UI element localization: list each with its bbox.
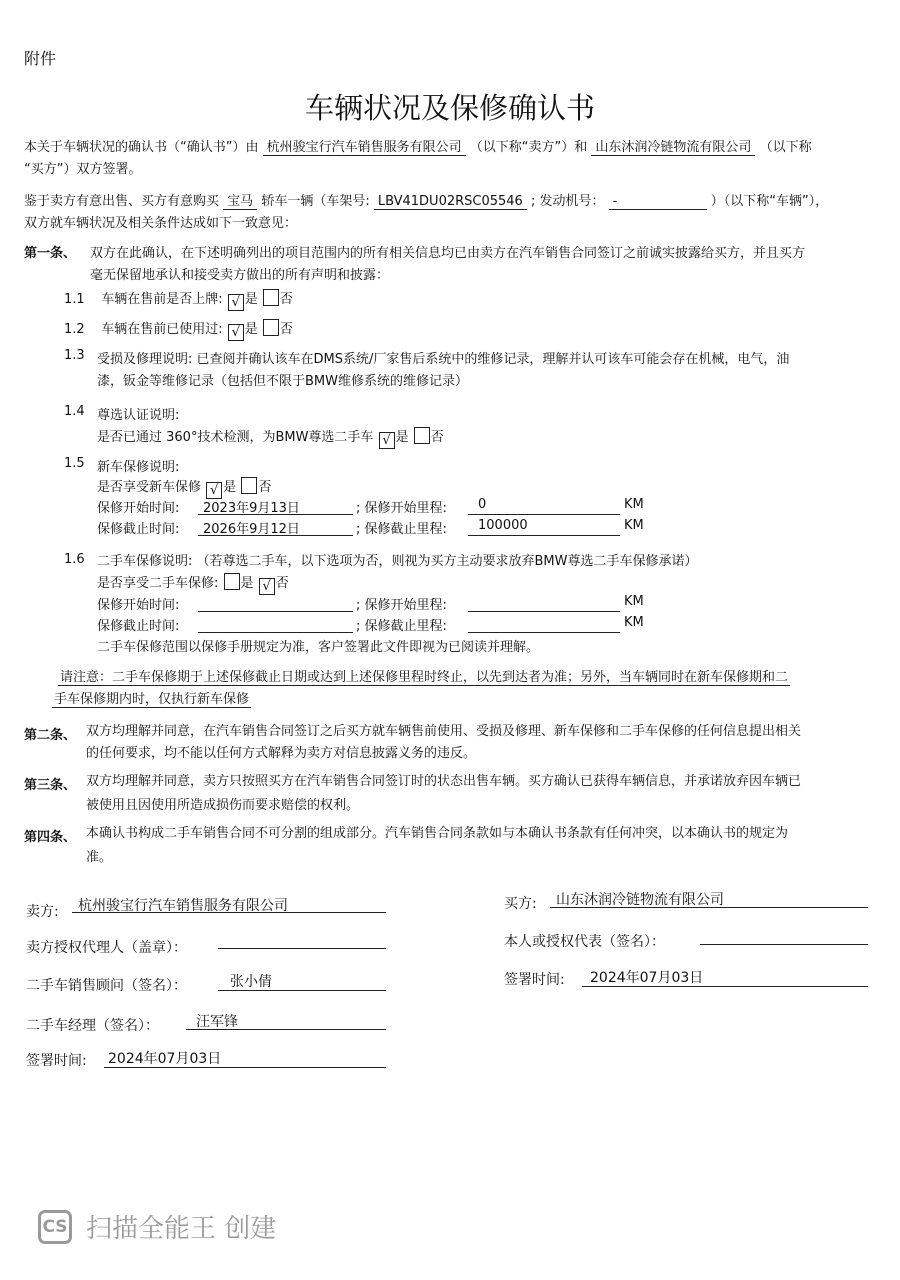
scanner-watermark <box>38 1208 276 1245</box>
new-warranty-start-time-label: 保修开始时间: <box>97 501 180 516</box>
intro-line-3: 鉴于卖方有意出售、买方有意购买 宝马 轿车一辆（车架号: LBV41DU02RSC05546 ; 发动机号： - ）（以下称“车辆”）， <box>24 190 828 210</box>
manager-label: 二手车经理（签名）： <box>26 1018 159 1034</box>
article3-line-2: 被使用且因使用所造成损伤而要求赔偿的权利。 <box>86 798 360 813</box>
article1-label: 第一条、 <box>24 246 77 261</box>
used-warranty-start-km-line <box>468 611 620 612</box>
item-1-3-line-2: 漆，钣金等维修记录（包括但不限于BMW维修系统的维修记录） <box>97 374 468 389</box>
buyer-sign-label: 买方: <box>504 896 537 912</box>
seller-date: 2024年07月03日 <box>108 1051 222 1067</box>
intro-line-1: 本关于车辆状况的确认书（“确认书”）由 杭州骏宝行汽车销售服务有限公司 （以下称“卖方”）和 山东沐润冷链物流有限公司 （以下称 <box>24 136 812 156</box>
vehicle-brand: 宝马 <box>223 190 257 210</box>
checkbox-no[interactable] <box>414 427 430 444</box>
checkbox-yes[interactable]: √ <box>228 294 244 311</box>
item-1-1: 1.1 车辆在售前是否上牌: √ 是 否 <box>64 288 293 311</box>
seller-name: 杭州骏宝行汽车销售服务有限公司 <box>263 136 466 156</box>
intro-line-4: 双方就车辆状况及相关条件达成如下一致意见： <box>24 216 298 231</box>
item-1-5-num: 1.5 <box>64 456 85 471</box>
item-1-4-line-1: 尊选认证说明: <box>97 408 180 423</box>
buyer-rep-label: 本人或授权代表（签名）： <box>504 934 665 950</box>
item-1-5-line-2: 是否享受新车保修 √ 是 否 <box>97 476 271 499</box>
km-unit: KM <box>624 594 644 609</box>
item-1-5-line-1: 新车保修说明: <box>97 460 180 475</box>
camscanner-logo-icon: CS <box>38 1210 72 1244</box>
consultant-signature: 张小倩 <box>230 974 272 990</box>
manager-signature: 汪军锋 <box>196 1014 238 1030</box>
article1-line-1: 双方在此确认，在下述明确列出的项目范围内的所有相关信息均已由卖方在汽车销售合同签订之前诚实披露给买方，并且买方 <box>90 246 806 261</box>
item-1-2: 1.2 车辆在售前已使用过: √ 是 否 <box>64 318 293 341</box>
seller-sign-label: 卖方: <box>26 904 59 920</box>
watermark-text: 扫描全能王 创建 <box>86 1214 277 1244</box>
used-warranty-end-km-label: ; 保修截止里程: <box>356 619 447 634</box>
article4-line-1: 本确认书构成二手车销售合同不可分割的组成部分。汽车销售合同条款如与本确认书条款有任何冲突，以本确认书的规定为 <box>86 826 789 841</box>
used-warranty-note: 二手车保修范围以保修手册规定为准，客户签署此文件即视为已阅读并理解。 <box>97 640 540 655</box>
new-warranty-start-km: 0 <box>478 497 487 512</box>
checkbox-no[interactable]: √ <box>259 578 275 595</box>
article2-line-2: 的任何要求，均不能以任何方式解释为卖方对信息披露义务的违反。 <box>86 746 477 761</box>
article4-label: 第四条、 <box>24 830 77 845</box>
new-warranty-start-km-line <box>468 514 620 515</box>
article2-line-1: 双方均理解并同意，在汽车销售合同签订之后买方就车辆售前使用、受损及修理、新车保修和二手车保修的任何信息提出相关 <box>86 724 802 739</box>
item-1-3-num: 1.3 <box>64 348 85 363</box>
article4-line-2: 准。 <box>86 850 113 865</box>
engine-number: - <box>609 194 707 210</box>
km-unit: KM <box>624 615 644 630</box>
checkbox-yes[interactable]: √ <box>206 482 222 499</box>
seller-agent-line[interactable] <box>218 948 386 949</box>
used-warranty-end-time-label: 保修截止时间: <box>97 619 180 634</box>
item-1-6-line-1: 二手车保修说明: （若尊选二手车，以下选项为否，则视为买方主动要求放弃BMW尊选二手车保修承诺） <box>97 554 698 569</box>
km-unit: KM <box>624 497 644 512</box>
article3-line-1: 双方均理解并同意，卖方只按照买方在汽车销售合同签订时的状态出售车辆。买方确认已获得车辆信息，并承诺放弃因车辆已 <box>86 774 802 789</box>
checkbox-no[interactable] <box>241 477 257 494</box>
item-1-6-num: 1.6 <box>64 552 85 567</box>
seller-date-label: 签署时间: <box>26 1053 87 1069</box>
seller-agent-label: 卖方授权代理人（盖章）： <box>26 940 187 956</box>
used-warranty-start-time-line <box>198 611 353 612</box>
buyer-date: 2024年07月03日 <box>590 970 704 986</box>
notice-line-1: 请注意：二手车保修期于上述保修截止日期或达到上述保修里程时终止，以先到达者为准；另外，当车辆同时在新车保修期和二 <box>58 666 790 686</box>
new-warranty-end-km-label: ; 保修截止里程: <box>356 522 447 537</box>
used-warranty-end-time-line <box>198 632 353 633</box>
new-warranty-end-km-line <box>468 535 620 536</box>
buyer-date-label: 签署时间: <box>504 972 565 988</box>
item-1-4-line-2: 是否已通过 360°技术检测，为BMW尊选二手车 √ 是 否 <box>97 426 444 449</box>
new-warranty-end-time: 2026年9月12日 <box>203 522 300 537</box>
consultant-label: 二手车销售顾问（签名）： <box>26 978 187 994</box>
checkbox-yes[interactable] <box>224 573 240 590</box>
buyer-rep-line[interactable] <box>700 944 868 945</box>
attachment-label: 附件 <box>24 49 57 68</box>
km-unit: KM <box>624 518 644 533</box>
checkbox-yes[interactable]: √ <box>379 432 395 449</box>
new-warranty-end-km: 100000 <box>478 518 528 533</box>
seller-sign-value: 杭州骏宝行汽车销售服务有限公司 <box>78 898 288 914</box>
checkbox-yes[interactable]: √ <box>228 324 244 341</box>
used-warranty-end-km-line <box>468 632 620 633</box>
buyer-sign-value: 山东沐润冷链物流有限公司 <box>556 892 724 908</box>
used-warranty-start-time-label: 保修开始时间: <box>97 598 180 613</box>
checkbox-no[interactable] <box>263 319 279 336</box>
new-warranty-end-time-label: 保修截止时间: <box>97 522 180 537</box>
new-warranty-start-time: 2023年9月13日 <box>203 501 300 516</box>
notice-line-2: 手车保修期内时，仅执行新车保修 <box>52 688 251 708</box>
vin-number: LBV41DU02RSC05546 <box>374 194 527 210</box>
article2-label: 第二条、 <box>24 728 77 743</box>
new-warranty-start-km-label: ; 保修开始里程: <box>356 501 447 516</box>
used-warranty-start-km-label: ; 保修开始里程: <box>356 598 447 613</box>
item-1-4-num: 1.4 <box>64 404 85 419</box>
intro-line-2: “买方”）双方签署。 <box>24 162 142 177</box>
document-title: 车辆状况及保修确认书 <box>304 91 595 125</box>
article3-label: 第三条、 <box>24 778 77 793</box>
article1-line-2: 毫无保留地承认和接受卖方做出的所有声明和披露： <box>90 268 390 283</box>
checkbox-no[interactable] <box>263 289 279 306</box>
item-1-6-line-2: 是否享受二手车保修: 是 √ 否 <box>97 572 289 595</box>
buyer-name: 山东沐润冷链物流有限公司 <box>591 136 755 156</box>
item-1-3-line-1: 受损及修理说明: 已查阅并确认该车在DMS系统/厂家售后系统中的维修记录，理解并认可该车可能会存在机械，电气，油 <box>97 352 790 367</box>
